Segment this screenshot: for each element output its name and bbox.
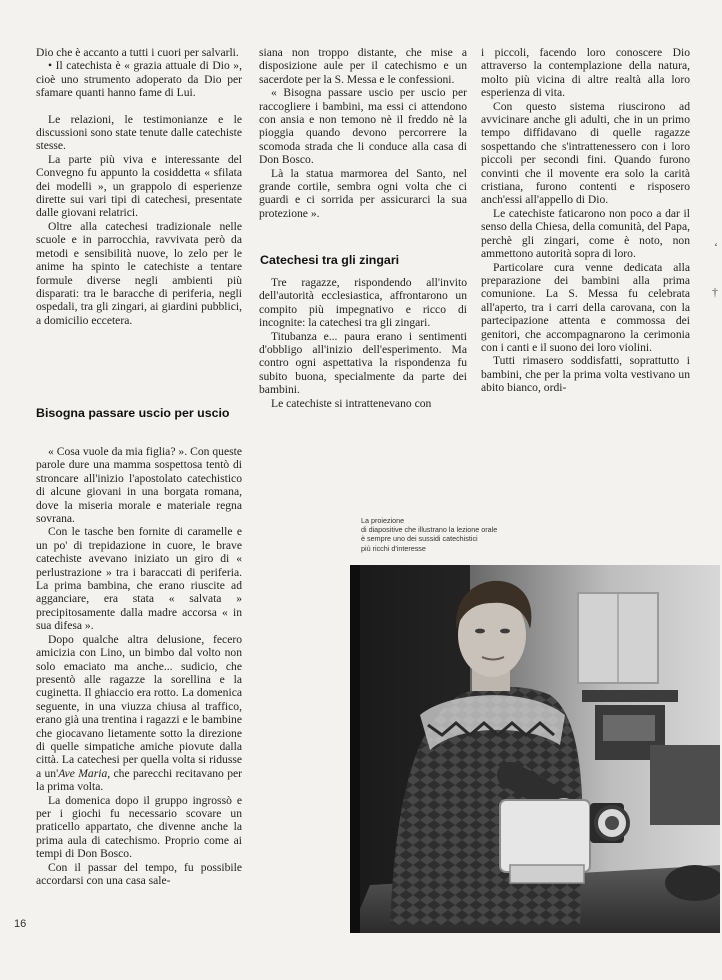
photograph-projector [350,565,720,933]
paragraph: Dio che è accanto a tutti i cuori per salvarli. [36,46,239,59]
paragraph: Tre ragazze, rispondendo all'invito dell'autorità ecclesiastica, affrontarono un compito più impegnativo e ricco di incognite: la catechesi tra gli zingari. [259,276,467,330]
paragraph: Le relazioni, le testimonianze e le discussioni sono state tenute dalle catechiste stesse. [36,112,242,153]
paragraph: Con le tasche ben fornite di caramelle e un po' di trepidazione in cuore, le brave catechiste avevano iniziato un giro di « perlustrazione » tra i baraccati di periferia. La prima bambina, che erano riuscite ad agganciare, era stata « salvata » precipitosamente dalla madre accorsa « in sua difesa ». [36,525,242,633]
paragraph [36,633,242,794]
paragraph: Con il passar del tempo, fu possibile accordarsi con una casa sale- [36,860,242,887]
paragraph: « Bisogna passare uscio per uscio per raccogliere i bambini, ma essi ci attendono con ansia e non temono nè il freddo nè la pioggia quando devono percorrere la scomoda strada che li conduce alla casa di Don Bosco. [259,86,467,167]
paragraph: « Cosa vuole da mia figlia? ». Con queste parole dure una mamma sospettosa tentò di stroncare all'inizio l'apostolato catechistico di alcune giovani in una borgata romana, dove la miseria morale e materiale regna sovrana. [36,445,242,526]
text-run: Dopo qualche altra delusione, fecero amicizia con Lino, un bimbo dal volto non solo emaciato ma anche... sudicio, che presentò alle ragazze la sorellina e la cuginetta. Il ghiaccio era rotto. La domenica seguente, in una viuzza chiusa al traffico, erano già una trentina i ragazzi e le bambine che giocavano lietamente sotto la direzione di quelle simpatiche amiche piovute dalla città. La catechesi per quella volta si ridusse a un' [36,632,242,780]
photo-caption [361,516,571,553]
caption-line: è sempre uno dei sussidi catechistici [361,534,478,544]
paragraph: • Il catechista è « grazia attuale di Dio », cioè uno strumento adoperato da Dio per sfamare quanti hanno fame di Lui. [36,59,242,100]
column-2-bottom [259,276,467,410]
margin-mark: † [712,285,718,299]
paragraph: siana non troppo distante, che mise a disposizione aule per il catechismo e un sacerdote per la S. Messa e le confessioni. [259,46,467,86]
text-run: , che parecchi recitavano per la prima volta. [36,766,242,794]
column-3 [481,46,690,395]
caption-line: più ricchi d'interesse [361,543,426,553]
column-2-top [259,46,467,220]
paragraph: Tutti rimasero soddisfatti, soprattutto i bambini, che per la prima volta vestivano un abito bianco, ordi- [481,354,690,395]
column-1-top [36,46,242,327]
margin-mark: ‘ [714,240,718,254]
photo-illustration [350,565,720,933]
paragraph: La domenica dopo il gruppo ingrossò e per i giochi fu necessario scovare un praticello appartato, che divenne anche la prima aula di catechismo. Proprio come ai tempi di Don Bosco. [36,793,242,861]
paragraph: La parte più viva e interessante del Convegno fu appunto la cosiddetta « sfilata dei modelli », un grappolo di esperienze dirette sui vari tipi di catechesi, presentate dalle giovani relatrici. [36,152,242,220]
paragraph: Le catechiste si intrattenevano con [271,396,432,410]
paragraph: Oltre alla catechesi tradizionale nelle scuole e in parrocchia, ravvivata però da metodi e sensibilità nuove, lo zelo per le anime ha spinto le catechiste a tentare formule diverse negli ambienti più disparati: tra le baracche di periferia, negli ospedali, tra gli zingari, ai giardini pubblici, a domicilio eccetera. [36,219,242,327]
page-number: 16 [14,918,27,930]
caption-line: di diapositive che illustrano la lezione orale [361,525,498,535]
section-heading-zingari: Catechesi tra gli zingari [260,253,400,267]
paragraph: Particolare cura venne dedicata alla preparazione dei bambini alla prima comunione. La S. Messa fu celebrata all'aperto, tra i carri della carovana, con la partecipazione attenta e commossa dei genitori, che accompagnarono la cerimonia con i canti e il suono dei loro violini. [481,260,690,354]
paragraph: Titubanza e... paura erano i sentimenti d'obbligo all'inizio dell'esperimento. Ma contro ogni aspettativa la rispondenza fu subito buona, specialmente da parte dei bambini. [259,329,467,397]
emphasis-text: Ave Maria [58,766,108,780]
paragraph: Là la statua marmorea del Santo, nel grande cortile, sembra ogni volta che ci guardi e ci sorrida per assicurarci la sua protezione ». [259,166,467,220]
column-1-bottom [36,445,242,887]
paragraph: Le catechiste faticarono non poco a dar il senso della Chiesa, della comunità, del Papa, perchè gli zingari, come è noto, non ammettono autorità sopra di loro. [481,206,690,261]
caption-line: La proiezione [361,516,405,525]
section-heading-uscio: Bisogna passare uscio per uscio [36,406,230,420]
paragraph: i piccoli, facendo loro conoscere Dio attraverso la contemplazione della natura, molto più vicina di altre realtà alla loro esperienza di vita. [481,46,690,100]
paragraph: Con questo sistema riuscirono ad avvicinare anche gli adulti, che in un primo tempo diffidavano di quelle ragazze sospettando che s'intrattenessero con i loro piccoli per secondi fini. Quando furono convinti che il movente era solo la carità cristiana, furono contenti e risposero anch'essi all'appello di Dio. [481,99,690,207]
